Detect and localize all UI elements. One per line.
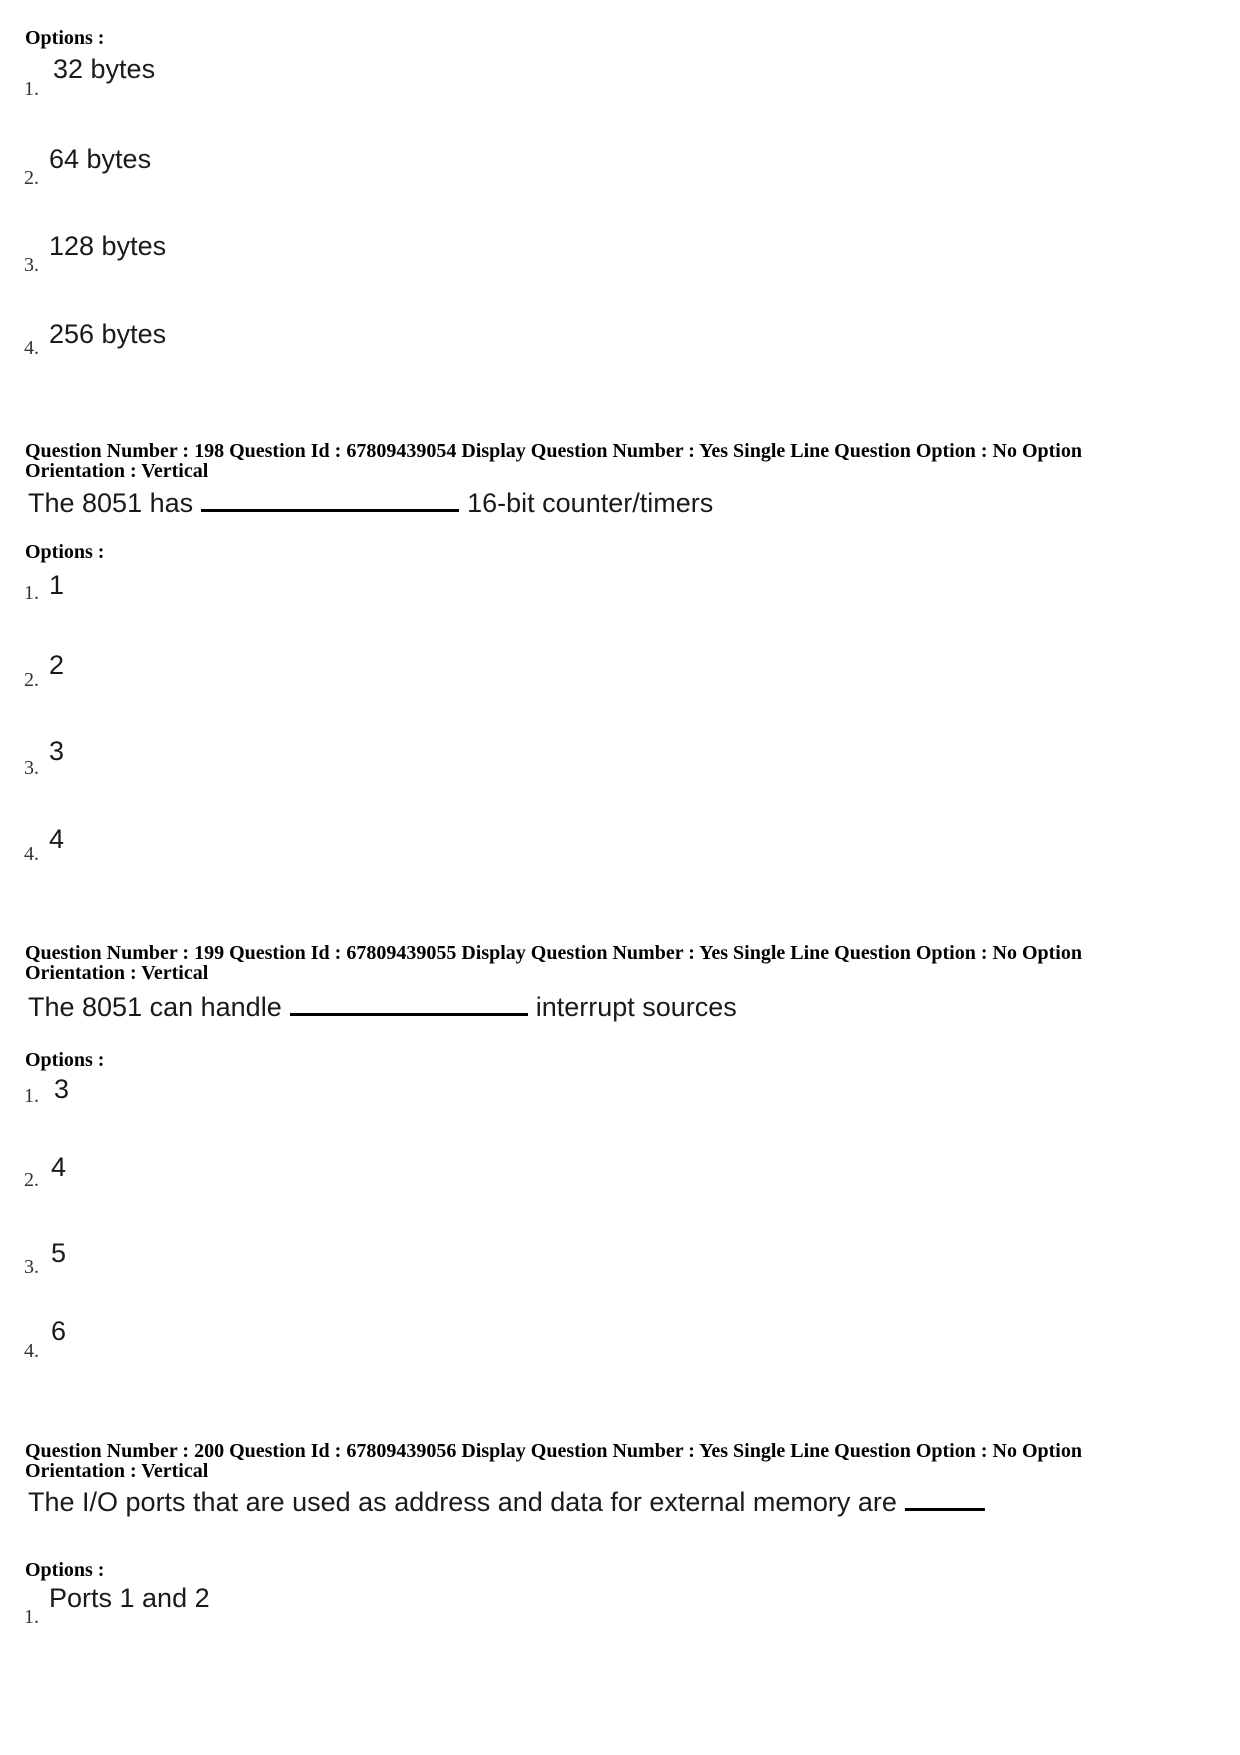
question-meta [25, 943, 1215, 983]
options-label: Options : [25, 27, 105, 49]
option-text: Ports 1 and 2 [49, 1583, 210, 1613]
option-text: 32 bytes [53, 54, 156, 84]
question-meta-line1: Question Number : 200 Question Id : 67809439056 Display Question Number : Yes Single Line Question Option : No Option [25, 1440, 1082, 1462]
option-text: 2 [49, 650, 65, 680]
options-label: Options : [25, 541, 105, 563]
option-number: 3. [24, 757, 39, 779]
question-meta-line2: Orientation : Vertical [25, 1460, 209, 1482]
option-number: 1. [24, 1085, 39, 1107]
answer-blank [905, 1486, 985, 1511]
answer-blank [290, 991, 528, 1016]
question-text-after: interrupt sources [535, 992, 737, 1022]
option-text: 5 [51, 1238, 67, 1268]
option-number: 2. [24, 1169, 39, 1191]
question-meta [25, 1441, 1215, 1481]
option-text: 4 [49, 824, 65, 854]
option-number: 1. [24, 78, 39, 100]
option-text: 6 [51, 1316, 67, 1346]
options-label: Options : [25, 1049, 105, 1071]
option-number: 1. [24, 582, 39, 604]
options-label: Options : [25, 1559, 105, 1581]
question-text [28, 487, 713, 519]
question-text [28, 991, 737, 1023]
option-text: 3 [49, 736, 65, 766]
option-text: 64 bytes [49, 144, 152, 174]
question-text-before: The 8051 can handle [28, 992, 282, 1022]
option-number: 1. [24, 1606, 39, 1628]
question-text-after: 16-bit counter/timers [467, 488, 714, 518]
question-meta-line2: Orientation : Vertical [25, 460, 209, 482]
option-text: 128 bytes [49, 231, 167, 261]
option-text: 256 bytes [49, 319, 167, 349]
question-text [28, 1486, 993, 1518]
question-meta-line1: Question Number : 198 Question Id : 67809439054 Display Question Number : Yes Single Line Question Option : No Option [25, 440, 1082, 462]
option-number: 2. [24, 167, 39, 189]
option-number: 3. [24, 1256, 39, 1278]
option-text: 3 [54, 1074, 70, 1104]
question-meta-line2: Orientation : Vertical [25, 962, 209, 984]
option-number: 3. [24, 254, 39, 276]
option-text: 1 [49, 570, 65, 600]
option-number: 4. [24, 337, 39, 359]
answer-blank [201, 487, 459, 512]
option-number: 4. [24, 843, 39, 865]
question-text-before: The I/O ports that are used as address and data for external memory are [28, 1487, 897, 1517]
option-number: 2. [24, 669, 39, 691]
option-number: 4. [24, 1340, 39, 1362]
question-text-before: The 8051 has [28, 488, 194, 518]
option-text: 4 [51, 1152, 67, 1182]
question-meta-line1: Question Number : 199 Question Id : 67809439055 Display Question Number : Yes Single Line Question Option : No Option [25, 942, 1082, 964]
question-meta [25, 441, 1215, 481]
